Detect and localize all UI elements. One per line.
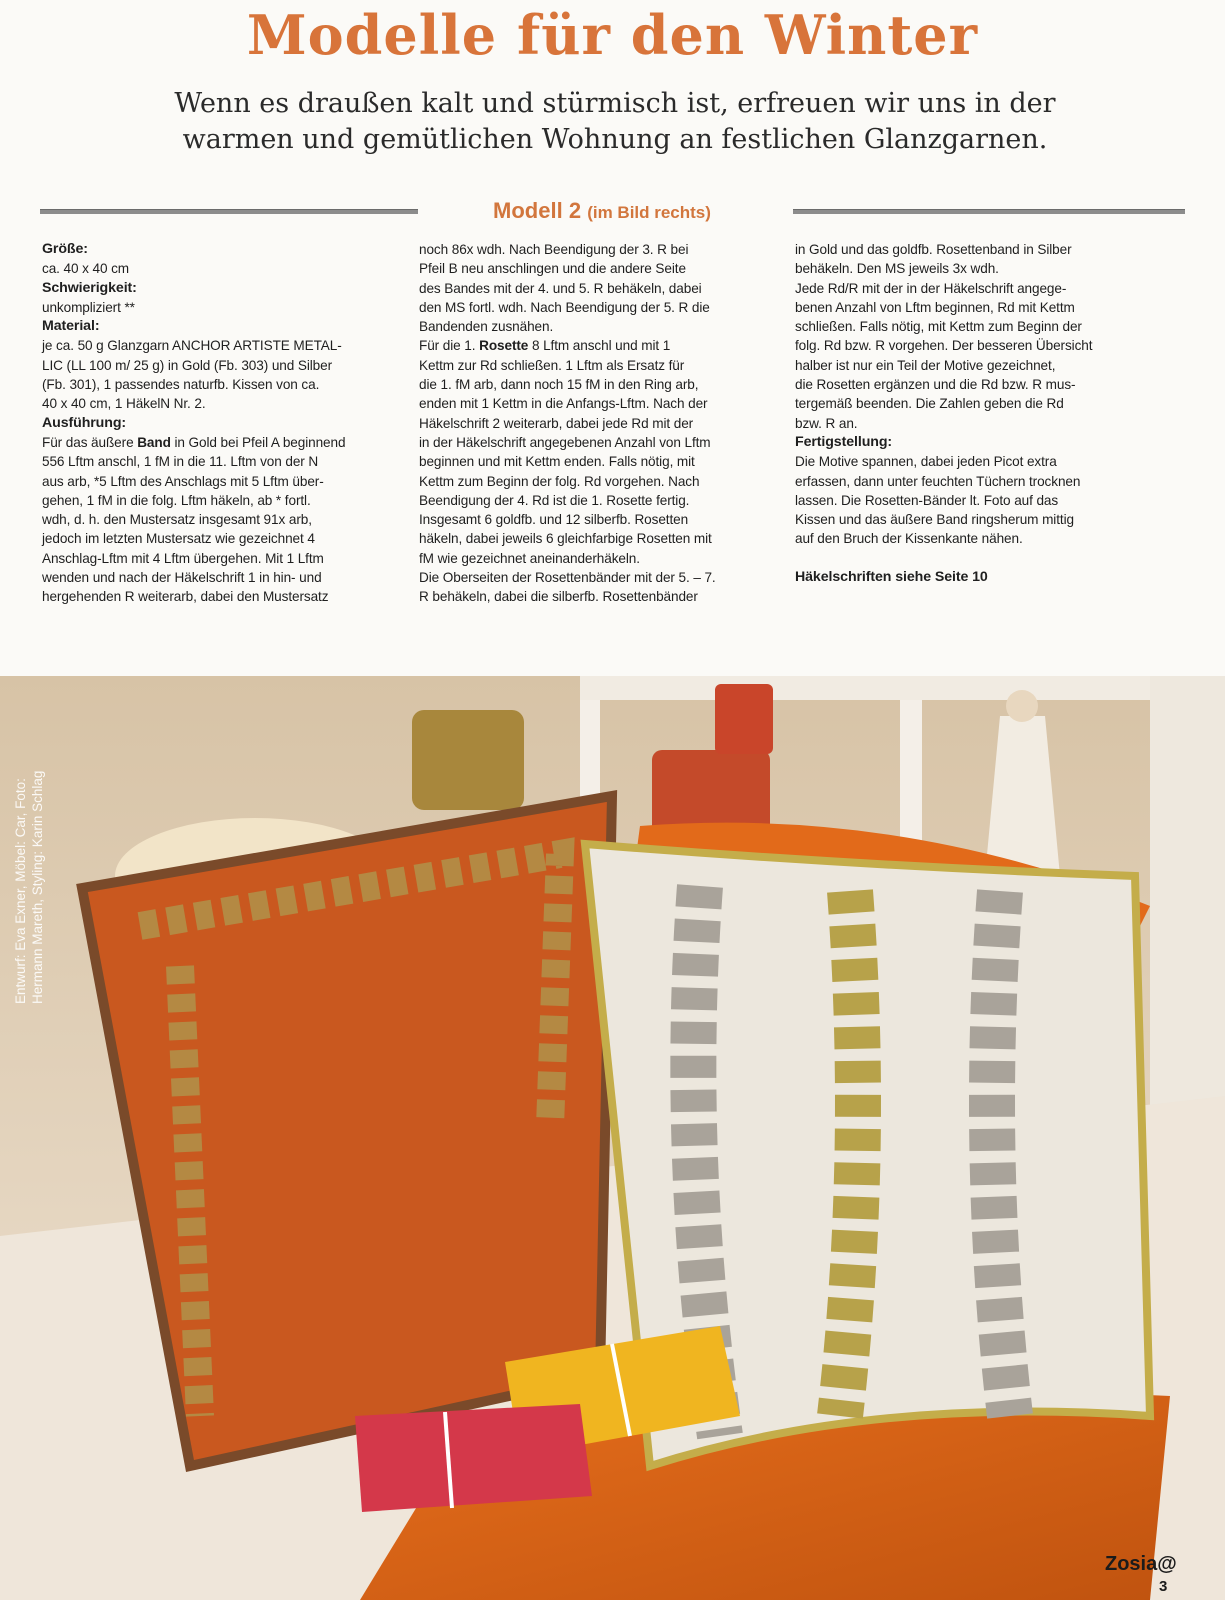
heading-difficulty: Schwierigkeit: [42,279,137,296]
page-title: Modelle für den Winter [246,3,979,67]
text-line: noch 86x wdh. Nach Beendigung der 3. R bei [419,242,689,257]
heading-material: Material: [42,318,100,335]
text-line: benen Anzahl von Lftm beginnen, Rd mit Kettm [795,299,1075,315]
text-line: Kettm zum Beginn der folg. Rd vorgehen. Nach [419,473,700,489]
text-line: Beendigung der 4. Rd ist die 1. Rosette fertig. [419,492,690,508]
text-line: gehen, 1 fM in die folg. Lftm häkeln, ab * fortl. [42,492,311,508]
section-title [432,194,772,230]
text-line: jedoch im letzten Mustersatz wie gezeichnet 4 [42,531,315,547]
photo-illustration [0,676,1225,1600]
text-line [419,336,769,355]
text-line: erfassen, dann unter feuchten Tüchern trocknen [795,473,1081,489]
text-line: hergehenden R weiterarb, dabei den Mustersatz [42,589,329,605]
text-column-1 [42,240,392,607]
text-span: Für das äußere [42,434,138,450]
text-line: Die Motive spannen, dabei jeden Picot extra [795,454,1057,470]
text-line: den MS fortl. wdh. Nach Beendigung der 5. R die [419,299,710,315]
section-title-main: Modell 2 [493,198,582,223]
text-line: Die Oberseiten der Rosettenbänder mit der 5. – 7. [419,570,716,586]
text-span: 8 Lftm anschl und mit 1 [528,338,671,354]
text-line: bzw. R an. [795,415,858,431]
text-bold: Rosette [479,338,529,354]
text-line: 40 x 40 cm, 1 HäkelN Nr. 2. [42,396,206,412]
section-header [40,194,1185,228]
credit-line [12,984,29,1004]
page-number: 3 [1159,1578,1168,1595]
divider-right [793,209,1185,214]
text-line [42,433,392,452]
text-line: tergemäß beenden. Die Zahlen geben die Rd [795,396,1064,412]
text-line: auf den Bruch der Kissenkante nähen. [795,531,1023,547]
subtitle-line: warmen und gemütlichen Wohnung an festlichen Glanzgarnen. [182,124,1048,155]
text-line: behäkeln. Den MS jeweils 3x wdh. [795,261,999,277]
text-line: häkeln, dabei jeweils 6 gleichfarbige Rosetten mit [419,531,712,547]
text-line: R behäkeln, dabei die silberfb. Rosettenbänder [419,589,698,605]
credit-line [29,984,46,1004]
text-line: schließen. Falls nötig, mit Kettm zum Beginn der [795,319,1082,335]
text-span: Für die 1. [419,338,480,354]
divider-left [40,209,418,214]
text-span: in Gold bei Pfeil A beginnend [170,434,346,450]
subtitle-line: Wenn es draußen kalt und stürmisch ist, erfreuen wir uns in der [174,88,1056,119]
text-line: enden mit 1 Kettm in die Anfangs-Lftm. Nach der [419,396,708,412]
text-line: folg. Rd bzw. R vorgehen. Der besseren Übersicht [795,338,1093,354]
heading-execution: Ausführung: [42,414,127,431]
heading-size: Größe: [42,241,88,257]
photo-credit [12,984,46,1004]
text-line: wdh, d. h. den Mustersatz insgesamt 91x arb, [42,512,312,528]
text-line: Pfeil B neu anschlingen und die andere Seite [419,261,686,277]
red-dotted-gift [355,1404,592,1512]
text-line: Anschlag-Lftm mit 4 Lftm übergehen. Mit 1 Lftm [42,550,324,566]
text-line: Kissen und das äußere Band ringsherum mittig [795,512,1074,528]
text-line: in der Häkelschrift angegebenen Anzahl von Lftm [419,434,711,450]
shelf-top [580,676,1225,700]
heading-finishing: Fertigstellung: [795,433,893,450]
page-subtitle [40,86,1190,158]
text-line: aus arb, *5 Lftm des Anschlags mit 5 Lftm über- [42,473,324,489]
text-line: die 1. fM arb, dann noch 15 fM in den Ring arb, [419,377,699,393]
text-line: Bandenden zusnähen. [419,319,554,335]
text-line: LIC (LL 100 m/ 25 g) in Gold (Fb. 303) und Silber [42,357,333,373]
watermark: Zosia@ [1105,1553,1177,1575]
text-line: unkompliziert ** [42,299,135,315]
gold-tin [412,710,524,810]
text-line: Kettm zur Rd schließen. 1 Lftm als Ersatz für [419,357,685,373]
text-column-2 [419,240,769,607]
cushions-photo [0,676,1225,1600]
text-line: des Bandes mit der 4. und 5. R behäkeln, dabei [419,280,702,296]
chart-reference: Häkelschriften siehe Seite 10 [795,568,988,585]
text-line: je ca. 50 g Glanzgarn ANCHOR ARTISTE METAL- [42,338,342,354]
text-line: lassen. Die Rosetten-Bänder lt. Foto auf das [795,492,1059,508]
text-line: Jede Rd/R mit der in der Häkelschrift angege- [795,280,1067,296]
text-bold: Band [137,434,171,450]
text-line: fM wie gezeichnet aneinanderhäkeln. [419,550,640,566]
text-line: ca. 40 x 40 cm [42,261,129,277]
text-line: halber ist nur ein Teil der Motive gezeichnet, [795,357,1056,373]
red-cup [715,684,773,754]
text-line: Häkelschrift 2 weiterarb, dabei jede Rd mit der [419,415,694,431]
text-line: (Fb. 301), 1 passendes naturfb. Kissen von ca. [42,377,320,393]
text-line: die Rosetten ergänzen und die Rd bzw. R mus- [795,377,1076,393]
text-line: 556 Lftm anschl, 1 fM in die 11. Lftm von der N [42,454,319,470]
text-line: beginnen und mit Kettm enden. Falls nötig, mit [419,454,695,470]
text-line: wenden und nach der Häkelschrift 1 in hin- und [42,570,322,586]
text-column-3 [795,240,1145,587]
angel-head [1006,690,1038,722]
section-title-note: (im Bild rechts) [587,203,711,222]
text-line: Insgesamt 6 goldfb. und 12 silberfb. Rosetten [419,512,689,528]
text-line: in Gold und das goldfb. Rosettenband in Silber [795,242,1072,257]
